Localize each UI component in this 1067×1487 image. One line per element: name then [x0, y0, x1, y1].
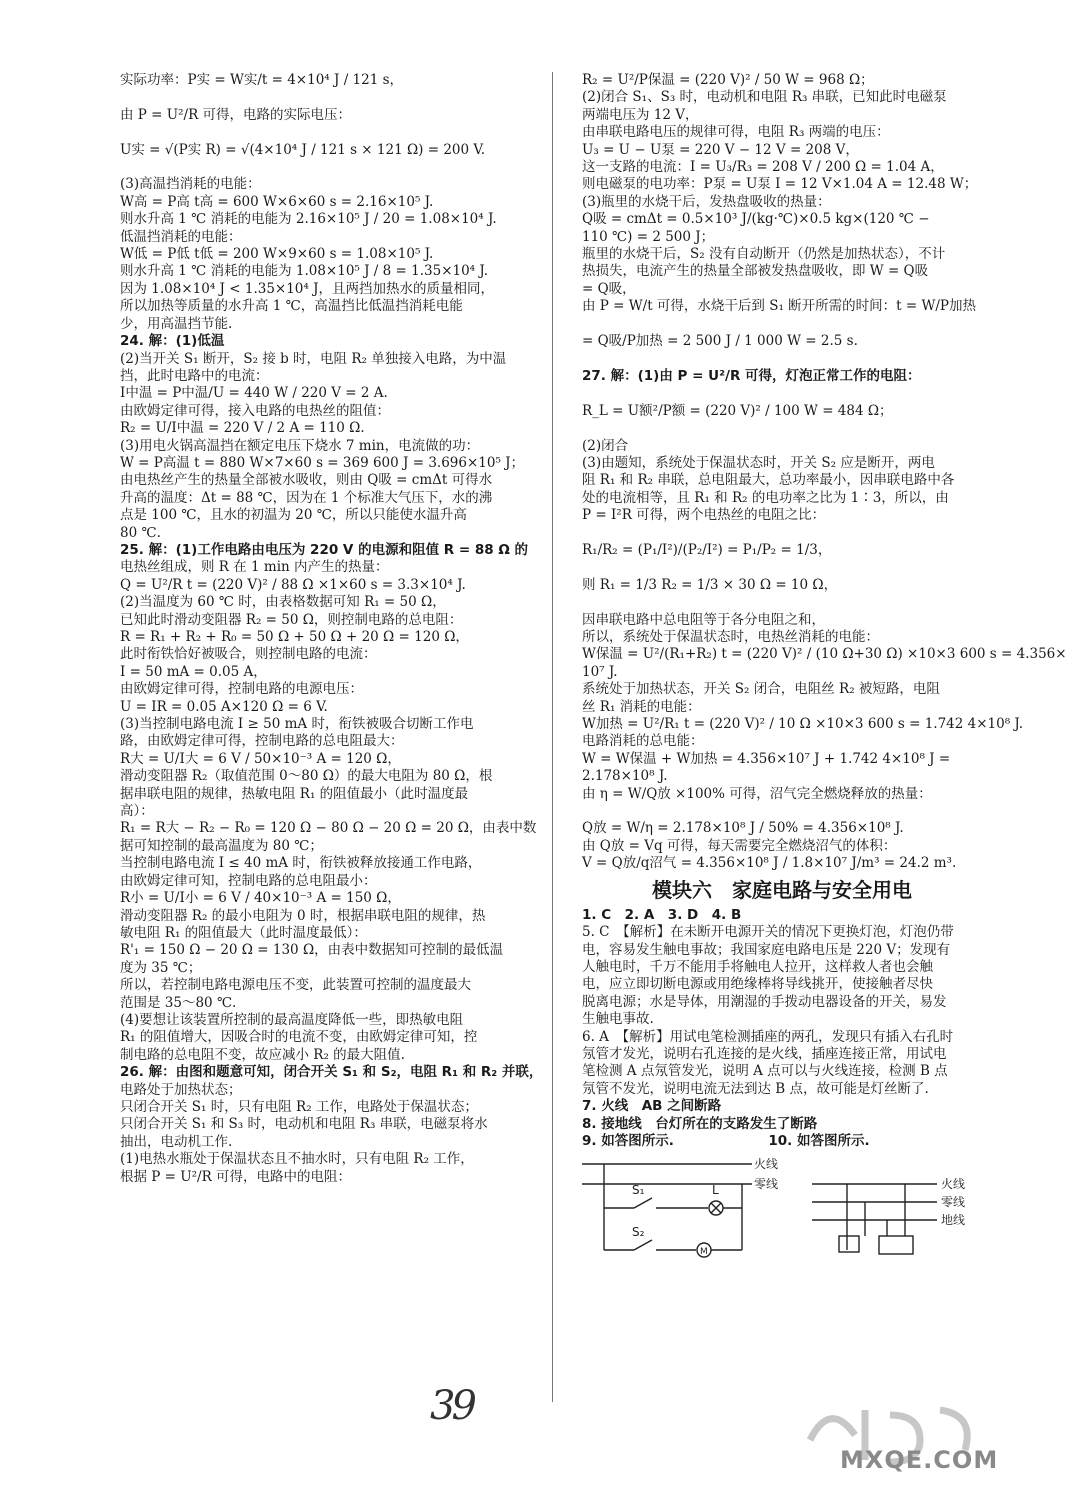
module-text-line: 9. 如答图所示. 10. 如答图所示.: [582, 1132, 870, 1149]
d10-live-label: 火线: [941, 1177, 966, 1192]
left-text-line: [120, 159, 530, 176]
left-text-line: R = R₁ + R₂ + R₀ = 50 Ω + 50 Ω + 20 Ω = 120 Ω，: [120, 629, 469, 645]
left-text-line: 根据 P = U²/R 可得，电路中的电阻：: [120, 1168, 352, 1185]
left-text-line: R'₁ = 150 Ω − 20 Ω = 130 Ω，由表中数据知可控制的最低温: [120, 942, 504, 959]
right-text-line: 由串联电路电压的规律可得，电阻 R₃ 两端的电压：: [582, 124, 890, 141]
right-text-line: = Q吸/P加热 = 2 500 J / 1 000 W = 2.5 s.: [582, 333, 858, 350]
module-text-line: 1. C 2. A 3. D 4. B: [582, 906, 742, 923]
d9-motor-label: M: [700, 1247, 708, 1258]
right-text-line: 由 P = W/t 可得，水烧干后到 S₁ 断开所需的时间：t = W/P加热: [582, 298, 976, 315]
left-text-line: 据可知控制的最高温度为 80 ℃；: [120, 837, 323, 854]
right-text-line: 丝 R₁ 消耗的电能：: [582, 698, 701, 715]
right-text-line: U₃ = U − U泵 = 220 V − 12 V = 208 V，: [582, 141, 859, 158]
right-text-line: [582, 559, 982, 576]
left-text-line: Q = U²/R t = (220 V)² / 88 Ω ×1×60 s = 3.3×10⁴ J.: [120, 576, 466, 593]
right-text-line: 两端电压为 12 V，: [582, 106, 699, 123]
left-text-line: U = IR = 0.05 A×120 Ω = 6 V.: [120, 698, 328, 715]
left-text-line: 滑动变阻器 R₂（取值范围 0～80 Ω）的最大电阻为 80 Ω，根: [120, 768, 493, 785]
left-text-line: 挡，此时电路中的电流：: [120, 367, 269, 384]
d10-neutral-label: 零线: [941, 1195, 966, 1210]
left-text-line: 据串联电阻的规律，热敏电阻 R₁ 的阻值最小（此时温度最: [120, 785, 469, 802]
right-text-line: V = Q放/q沼气 = 4.356×10⁸ J / 1.8×10⁷ J/m³ = 24.2 m³.: [582, 855, 957, 872]
left-text-line: 度为 35 ℃；: [120, 959, 202, 976]
module-text-line: 电，应立即切断电源或用绝缘棒将导线挑开，使接触者尽快: [582, 976, 933, 993]
answer-diagrams: [582, 1154, 982, 1274]
left-text-line: 点是 100 ℃，且水的初温为 20 ℃，所以只能使水温升高: [120, 507, 467, 524]
right-column: [582, 72, 1067, 1274]
page-number: 39: [430, 1383, 473, 1429]
right-text-line: 则电磁泵的电功率：P泵 = U泵 I = 12 V×1.04 A = 12.48 W；: [582, 176, 978, 193]
d9-neutral-label: 零线: [754, 1177, 779, 1192]
right-text-line: [582, 316, 982, 333]
left-text-line: 80 ℃.: [120, 524, 161, 541]
right-text-line: [582, 420, 982, 437]
right-text-line: 2.178×10⁸ J.: [582, 768, 668, 785]
right-text-line: (3)由题知，系统处于保温状态时，开关 S₂ 应是断开，两电: [582, 454, 935, 471]
left-text-line: U实 = √(P实 R) = √(4×10⁴ J / 121 s × 121 Ω) = 200 V.: [120, 141, 486, 158]
right-text-line: R_L = U额²/P额 = (220 V)² / 100 W = 484 Ω；: [582, 402, 893, 419]
right-text-line: 电路消耗的总电能：: [582, 733, 704, 750]
right-text-line: Q放 = W/η = 2.178×10⁸ J / 50% = 4.356×10⁸ J.: [582, 820, 904, 837]
right-text-line: 因串联电路中总电阻等于各分电阻之和，: [582, 611, 825, 628]
module-text-line: 6. A 【解析】用试电笔检测插座的两孔，发现只有插入右孔时: [582, 1028, 954, 1045]
left-text-line: 电热丝组成，则 R 在 1 min 内产生的热量：: [120, 559, 389, 576]
left-column: [120, 72, 543, 1186]
left-text-line: 只闭合开关 S₁ 时，只有电阻 R₂ 工作，电路处于保温状态；: [120, 1098, 478, 1115]
left-text-line: W = P高温 t = 880 W×7×60 s = 369 600 J = 3.696×10⁵ J；: [120, 454, 525, 471]
left-text-line: [120, 124, 530, 141]
module-text-line: 笔检测 A 点氖管发光，说明 A 点可以与火线连接，检测 B 点: [582, 1063, 948, 1080]
right-text-line: 27. 解：(1)由 P = U²/R 可得，灯泡正常工作的电阻：: [582, 367, 921, 384]
right-body: [582, 72, 1067, 873]
module-text-line: 8. 接地线 台灯所在的支路发生了断路: [582, 1115, 818, 1132]
right-text-line: 阻 R₁ 和 R₂ 串联，总电阻最大，总功率最小，因串联电路中各: [582, 472, 955, 489]
right-text-line: W加热 = U²/R₁ t = (220 V)² / 10 Ω ×10×3 600 s = 1.742 4×10⁸ J.: [582, 716, 1024, 733]
left-text-line: 电路处于加热状态；: [120, 1081, 242, 1098]
d9-live-label: 火线: [754, 1157, 779, 1172]
left-text-line: 制电路的总电阻不变，故应减小 R₂ 的最大阻值.: [120, 1046, 405, 1063]
right-text-line: W = W保温 + W加热 = 4.356×10⁷ J + 1.742 4×10⁸ J =: [582, 750, 951, 767]
right-text-line: Q吸 = cmΔt = 0.5×10³ J/(kg·℃)×0.5 kg×(120 ℃ −: [582, 211, 930, 228]
right-text-line: P = I²R 可得，两个电热丝的电阻之比：: [582, 507, 826, 524]
left-text-line: 敏电阻 R₁ 的阻值最大（此时温度最低）：: [120, 924, 367, 941]
module-text-line: 脱离电源；水是导体，用潮湿的手拨动电器设备的开关，易发: [582, 993, 947, 1010]
left-text-line: 由 P = U²/R 可得，电路的实际电压：: [120, 106, 352, 123]
left-text-line: R小 = U/I小 = 6 V / 40×10⁻³ A = 150 Ω，: [120, 890, 401, 907]
left-text-line: 此时衔铁恰好被吸合，则控制电路的电流：: [120, 646, 377, 663]
left-text-line: 则水升高 1 ℃ 消耗的电能为 1.08×10⁵ J / 8 = 1.35×10⁴ J.: [120, 263, 489, 280]
left-text-line: R大 = U/I大 = 6 V / 50×10⁻³ A = 120 Ω，: [120, 750, 401, 767]
left-text-line: W高 = P高 t高 = 600 W×6×60 s = 2.16×10⁵ J.: [120, 193, 434, 210]
left-text-line: 24. 解：(1)低温: [120, 333, 225, 350]
right-text-line: [582, 385, 982, 402]
right-text-line: [582, 351, 982, 368]
watermark-text: MXQE.COM: [840, 1446, 999, 1474]
right-text-line: 由 Q放 = Vq 可得，每天需要完全燃烧沼气的体积：: [582, 837, 897, 854]
left-text-line: R₁ 的阻值增大，因吸合时的电流不变，由欧姆定律可知，控: [120, 1029, 478, 1046]
left-text-line: 少，用高温挡节能.: [120, 315, 233, 332]
module-text-line: 氖管不发光，说明电流无法到达 B 点，故可能是灯丝断了.: [582, 1080, 929, 1097]
right-text-line: (3)瓶里的水烧干后，发热盘吸收的热量：: [582, 193, 831, 210]
right-text-line: = Q吸，: [582, 280, 636, 297]
right-text-line: 瓶里的水烧干后，S₂ 没有自动断开（仍然是加热状态），不计: [582, 246, 946, 263]
left-text-line: 实际功率：P实 = W实/t = 4×10⁴ J / 121 s，: [120, 72, 404, 88]
left-text-line: (3)当控制电路电流 I ≥ 50 mA 时，衔铁被吸合切断工作电: [120, 716, 474, 733]
d9-lamp-label: L: [712, 1183, 719, 1198]
left-text-line: 低温挡消耗的电能：: [120, 228, 242, 245]
left-text-line: 26. 解：由图和题意可知，闭合开关 S₁ 和 S₂，电阻 R₁ 和 R₂ 并联，: [120, 1064, 543, 1081]
circuit-diagram-9: [582, 1154, 782, 1270]
left-text-line: 范围是 35～80 ℃.: [120, 994, 237, 1011]
right-text-line: [582, 803, 982, 820]
d9-s1-label: S₁: [632, 1183, 645, 1198]
right-text-line: 所以，系统处于保温状态时，电热丝消耗的电能：: [582, 629, 879, 645]
left-text-line: 抽出，电动机工作.: [120, 1133, 233, 1150]
right-text-line: 10⁷ J.: [582, 663, 618, 680]
left-text-line: 滑动变阻器 R₂ 的最小电阻为 0 时，根据串联电阻的规律，热: [120, 907, 486, 924]
right-text-line: 这一支路的电流：I = U₃/R₃ = 208 V / 200 Ω = 1.04 A，: [582, 159, 944, 176]
module-body: [582, 907, 982, 1151]
left-text-line: 升高的温度：Δt = 88 ℃，因为在 1 个标准大气压下，水的沸: [120, 489, 493, 506]
module-text-line: 人触电时，千万不能用手将触电人拉开，这样救人者也会触: [582, 958, 933, 975]
module-text-line: 氖管才发光，说明右孔连接的是火线，插座连接正常，用试电: [582, 1045, 947, 1062]
left-text-line: 由欧姆定律可得，接入电路的电热丝的阻值：: [120, 402, 390, 419]
left-text-line: R₁ = R大 − R₂ − R₀ = 120 Ω − 80 Ω − 20 Ω = 20 Ω，由表中数: [120, 820, 537, 837]
module-title: 模块六 家庭电路与安全用电: [652, 877, 912, 902]
left-text-line: 所以加热等质量的水升高 1 ℃，高温挡比低温挡消耗电能: [120, 298, 463, 315]
right-text-line: 系统处于加热状态，开关 S₂ 闭合，电阻丝 R₂ 被短路，电阻: [582, 681, 940, 698]
right-text-line: R₁/R₂ = (P₁/I²)/(P₂/I²) = P₁/P₂ = 1/3，: [582, 541, 832, 558]
right-text-line: (2)闭合 S₁、S₃ 时，电动机和电阻 R₃ 串联，已知此时电磁泵: [582, 89, 947, 106]
right-text-line: 由 η = W/Q放 ×100% 可得，沼气完全燃烧释放的热量：: [582, 785, 932, 802]
right-text-line: W保温 = U²/(R₁+R₂) t = (220 V)² / (10 Ω+30 Ω) ×10×3 600 s = 4.356×: [582, 646, 1067, 663]
left-text-line: (2)当温度为 60 ℃ 时，由表格数据可知 R₁ = 50 Ω，: [120, 594, 446, 611]
left-text-line: I = 50 mA = 0.05 A，: [120, 663, 267, 680]
left-text-line: (3)用电火锅高温挡在额定电压下烧水 7 min，电流做的功：: [120, 437, 480, 454]
left-text-line: 路，由欧姆定律可得，控制电路的总电阻最大：: [120, 733, 404, 750]
d9-s2-label: S₂: [632, 1225, 645, 1240]
left-text-line: 当控制电路电流 I ≤ 40 mA 时，衔铁被释放接通工作电路，: [120, 855, 482, 872]
left-text-line: [120, 89, 530, 106]
left-text-line: 25. 解：(1)工作电路由电压为 220 V 的电源和阻值 R = 88 Ω 的: [120, 541, 529, 558]
left-text-line: 则水升高 1 ℃ 消耗的电能为 2.16×10⁵ J / 20 = 1.08×10⁴ J.: [120, 211, 497, 228]
left-text-line: (3)高温挡消耗的电能：: [120, 176, 261, 193]
module-text-line: 5. C 【解析】在未断开电源开关的情况下更换灯泡，灯泡仍带: [582, 924, 954, 941]
module-text-line: 7. 火线 AB 之间断路: [582, 1098, 722, 1115]
right-text-line: 处的电流相等，且 R₁ 和 R₂ 的电功率之比为 1∶3，所以，由: [582, 489, 949, 506]
left-text-line: W低 = P低 t低 = 200 W×9×60 s = 1.08×10⁵ J.: [120, 246, 434, 263]
left-text-line: (1)电热水瓶处于保温状态且不抽水时，只有电阻 R₂ 工作，: [120, 1151, 474, 1168]
right-text-line: [582, 525, 982, 542]
circuit-diagram-10: [807, 1154, 982, 1270]
left-text-line: 高）：: [120, 803, 154, 820]
left-text-line: (4)要想让该装置所控制的最高温度降低一些，即热敏电阻: [120, 1011, 464, 1028]
left-text-line: 所以，若控制电路电源电压不变，此装置可控制的温度最大: [120, 977, 471, 994]
right-text-line: R₂ = U²/P保温 = (220 V)² / 50 W = 968 Ω；: [582, 72, 874, 88]
module-text-line: 电，容易发生触电事故；我国家庭电路电压是 220 V；发现有: [582, 941, 951, 958]
left-text-line: 由欧姆定律可得，控制电路的电源电压：: [120, 681, 363, 698]
left-text-line: R₂ = U/I中温 = 220 V / 2 A = 110 Ω.: [120, 420, 365, 437]
left-text-line: (2)当开关 S₁ 断开，S₂ 接 b 时，电阻 R₂ 单独接入电路，为中温: [120, 350, 507, 367]
module-text-line: 生触电事故.: [582, 1011, 654, 1028]
right-text-line: 则 R₁ = 1/3 R₂ = 1/3 × 30 Ω = 10 Ω，: [582, 576, 838, 593]
right-text-line: [582, 594, 982, 611]
right-text-line: (2)闭合: [582, 437, 629, 454]
right-text-line: 110 ℃) = 2 500 J；: [582, 228, 715, 245]
left-text-line: 因为 1.08×10⁴ J < 1.35×10⁴ J，且两挡加热水的质量相同，: [120, 280, 495, 297]
left-text-line: 由欧姆定律可知，控制电路的总电阻最小：: [120, 872, 377, 889]
left-text-line: 只闭合开关 S₁ 和 S₃ 时，电动机和电阻 R₃ 串联，电磁泵将水: [120, 1116, 488, 1133]
left-text-line: 由电热丝产生的热量全部被水吸收，则由 Q吸 = cmΔt 可得水: [120, 472, 493, 489]
left-text-line: 已知此时滑动变阻器 R₂ = 50 Ω，则控制电路的总电阻：: [120, 611, 463, 628]
right-text-line: 热损失，电流产生的热量全部被发热盘吸收，即 W = Q吸: [582, 263, 929, 280]
column-divider: [552, 72, 553, 1402]
left-text-line: I中温 = P中温/U = 440 W / 220 V = 2 A.: [120, 385, 388, 402]
d10-ground-label: 地线: [941, 1213, 966, 1228]
